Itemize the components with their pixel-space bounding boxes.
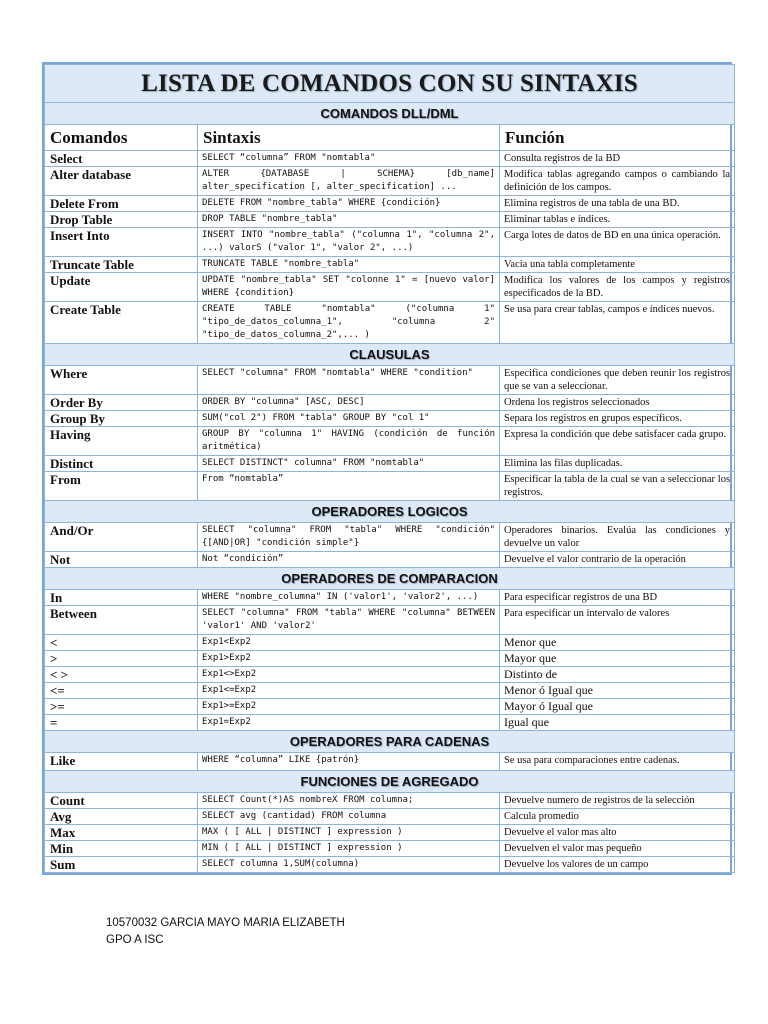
command-cell: >=: [45, 699, 198, 715]
table-row: [45, 472, 735, 501]
table-row: [45, 196, 735, 212]
syntax-cell: Exp1<>Exp2: [198, 667, 500, 683]
student-name: 10570032 GARCIA MAYO MARIA ELIZABETH: [106, 917, 345, 929]
command-cell: Truncate Table: [45, 257, 198, 273]
function-cell: Devuelven el valor mas pequeño: [500, 841, 735, 857]
syntax-cell: INSERT INTO "nombre_tabla" ("columna 1", "columna 2", ...) valorS ("valor 1", "valor 2", ...): [198, 228, 500, 257]
function-cell: Modifica tablas agregando campos o cambiando la definición de los campos.: [500, 167, 735, 196]
syntax-cell: MIN ( [ ALL | DISTINCT ] expression ): [198, 841, 500, 857]
syntax-cell: SELECT Count(*)AS nombreX FROM columna;: [198, 793, 500, 809]
section-header-row: [45, 344, 735, 366]
command-cell: Between: [45, 606, 198, 635]
command-cell: <=: [45, 683, 198, 699]
table-row: [45, 857, 735, 873]
command-cell: Alter database: [45, 167, 198, 196]
syntax-cell: MAX ( [ ALL | DISTINCT ] expression ): [198, 825, 500, 841]
table-row: [45, 212, 735, 228]
command-cell: Select: [45, 151, 198, 167]
function-cell: Operadores binarios. Evalúa las condiciones y devuelve un valor: [500, 523, 735, 552]
footer: [106, 915, 345, 949]
command-cell: Update: [45, 273, 198, 302]
command-cell: Delete From: [45, 196, 198, 212]
section-header-row: [45, 731, 735, 753]
function-cell: Para especificar registros de una BD: [500, 590, 735, 606]
table-row: [45, 841, 735, 857]
table-row: [45, 523, 735, 552]
command-cell: Sum: [45, 857, 198, 873]
syntax-cell: SELECT avg (cantidad) FROM columna: [198, 809, 500, 825]
function-cell: Mayor que: [500, 651, 735, 667]
syntax-cell: SELECT DISTINCT" columna" FROM "nomtabla": [198, 456, 500, 472]
section-title: COMANDOS DLL/DML: [45, 103, 735, 125]
table-row: [45, 411, 735, 427]
command-cell: >: [45, 651, 198, 667]
function-cell: Elimina registros de una tabla de una BD.: [500, 196, 735, 212]
table-row: [45, 793, 735, 809]
commands-table: [44, 64, 735, 873]
table-row: [45, 427, 735, 456]
table-row: [45, 635, 735, 651]
function-cell: Menor que: [500, 635, 735, 651]
function-cell: Consulta registros de la BD: [500, 151, 735, 167]
function-cell: Distinto de: [500, 667, 735, 683]
command-cell: In: [45, 590, 198, 606]
syntax-cell: Exp1=Exp2: [198, 715, 500, 731]
function-cell: Devuelve numero de registros de la selección: [500, 793, 735, 809]
table-row: [45, 809, 735, 825]
table-row: [45, 302, 735, 344]
syntax-cell: SELECT "columna" FROM "nomtabla" WHERE "condition": [198, 366, 500, 395]
table-row: [45, 606, 735, 635]
syntax-cell: Not “condición”: [198, 552, 500, 568]
function-cell: Se usa para comparaciones entre cadenas.: [500, 753, 735, 771]
syntax-cell: SELECT "columna" FROM "tabla" WHERE "condición" {[AND|OR] "condición simple"}: [198, 523, 500, 552]
function-cell: Elimina las filas duplicadas.: [500, 456, 735, 472]
syntax-cell: SELECT columna 1,SUM(columna): [198, 857, 500, 873]
table-row: [45, 699, 735, 715]
group-label: GPO A ISC: [106, 934, 164, 946]
syntax-cell: SELECT "columna" FROM "tabla" WHERE "columna" BETWEEN 'valor1' AND 'valor2': [198, 606, 500, 635]
command-cell: <: [45, 635, 198, 651]
syntax-cell: WHERE "nombre_columna" IN ('valor1', 'valor2', ...): [198, 590, 500, 606]
syntax-cell: DELETE FROM "nombre_tabla" WHERE {condición}: [198, 196, 500, 212]
syntax-cell: ALTER {DATABASE | SCHEMA} [db_name] alter_specification [, alter_specification] ...: [198, 167, 500, 196]
table-row: [45, 257, 735, 273]
function-cell: Mayor ó Igual que: [500, 699, 735, 715]
section-title: OPERADORES LOGICOS: [45, 501, 735, 523]
table-row: [45, 590, 735, 606]
function-cell: Devuelve los valores de un campo: [500, 857, 735, 873]
command-cell: Min: [45, 841, 198, 857]
section-header-row: [45, 771, 735, 793]
syntax-cell: Exp1<=Exp2: [198, 683, 500, 699]
syntax-cell: ORDER BY "columna" [ASC, DESC]: [198, 395, 500, 411]
section-header-row: [45, 568, 735, 590]
command-cell: Max: [45, 825, 198, 841]
section-title: OPERADORES DE COMPARACION: [45, 568, 735, 590]
table-row: [45, 651, 735, 667]
title-row: [45, 65, 735, 103]
function-cell: Expresa la condición que debe satisfacer cada grupo.: [500, 427, 735, 456]
function-cell: Carga lotes de datos de BD en una única operación.: [500, 228, 735, 257]
command-cell: Order By: [45, 395, 198, 411]
column-header-row: [45, 125, 735, 151]
command-cell: < >: [45, 667, 198, 683]
function-cell: Eliminar tablas e índices.: [500, 212, 735, 228]
command-cell: Group By: [45, 411, 198, 427]
function-cell: Especificar la tabla de la cual se van a seleccionar los registros.: [500, 472, 735, 501]
command-cell: Drop Table: [45, 212, 198, 228]
function-cell: Devuelve el valor mas alto: [500, 825, 735, 841]
syntax-cell: UPDATE "nombre_tabla" SET "colonne 1" = [nuevo valor] WHERE {condition}: [198, 273, 500, 302]
syntax-cell: CREATE TABLE "nomtabla" ("columna 1" "tipo_de_datos_columna_1", "columna 2" "tipo_de_datos_columna_2",... ): [198, 302, 500, 344]
table-row: [45, 667, 735, 683]
syntax-cell: DROP TABLE "nombre_tabla": [198, 212, 500, 228]
function-cell: Se usa para crear tablas, campos e índices nuevos.: [500, 302, 735, 344]
syntax-cell: From “nomtabla”: [198, 472, 500, 501]
syntax-cell: Exp1>=Exp2: [198, 699, 500, 715]
syntax-cell: SUM("col 2") FROM "tabla" GROUP BY "col 1": [198, 411, 500, 427]
command-cell: Count: [45, 793, 198, 809]
table-row: [45, 825, 735, 841]
section-title: FUNCIONES DE AGREGADO: [45, 771, 735, 793]
section-header-row: [45, 501, 735, 523]
command-cell: Like: [45, 753, 198, 771]
syntax-cell: SELECT “columna” FROM "nomtabla": [198, 151, 500, 167]
command-sheet: [42, 62, 732, 875]
command-cell: Not: [45, 552, 198, 568]
syntax-cell: Exp1<Exp2: [198, 635, 500, 651]
table-row: [45, 366, 735, 395]
function-cell: Especifica condiciones que deben reunir los registros que se van a seleccionar.: [500, 366, 735, 395]
header-sintaxis: Sintaxis: [198, 125, 500, 151]
table-row: [45, 151, 735, 167]
syntax-cell: GROUP BY "columna 1" HAVING (condición de función aritmética): [198, 427, 500, 456]
table-row: [45, 167, 735, 196]
command-cell: Distinct: [45, 456, 198, 472]
table-row: [45, 753, 735, 771]
section-title: CLAUSULAS: [45, 344, 735, 366]
command-cell: Create Table: [45, 302, 198, 344]
function-cell: Modifica los valores de los campos y registros especificados de la BD.: [500, 273, 735, 302]
syntax-cell: Exp1>Exp2: [198, 651, 500, 667]
section-title: OPERADORES PARA CADENAS: [45, 731, 735, 753]
function-cell: Ordena los registros seleccionados: [500, 395, 735, 411]
section-header-row: [45, 103, 735, 125]
function-cell: Separa los registros en grupos específicos.: [500, 411, 735, 427]
function-cell: Calcula promedio: [500, 809, 735, 825]
command-cell: Having: [45, 427, 198, 456]
table-row: [45, 273, 735, 302]
function-cell: Devuelve el valor contrario de la operación: [500, 552, 735, 568]
command-cell: =: [45, 715, 198, 731]
function-cell: Igual que: [500, 715, 735, 731]
command-cell: From: [45, 472, 198, 501]
table-row: [45, 683, 735, 699]
function-cell: Menor ó Igual que: [500, 683, 735, 699]
table-row: [45, 228, 735, 257]
command-cell: Avg: [45, 809, 198, 825]
command-cell: Where: [45, 366, 198, 395]
syntax-cell: WHERE “columna” LIKE {patrón}: [198, 753, 500, 771]
command-cell: And/Or: [45, 523, 198, 552]
table-row: [45, 715, 735, 731]
page-title: LISTA DE COMANDOS CON SU SINTAXIS: [45, 65, 735, 103]
syntax-cell: TRUNCATE TABLE "nombre_tabla": [198, 257, 500, 273]
table-row: [45, 552, 735, 568]
table-row: [45, 456, 735, 472]
header-funcion: Función: [500, 125, 735, 151]
function-cell: Para especificar un intervalo de valores: [500, 606, 735, 635]
function-cell: Vacia una tabla completamente: [500, 257, 735, 273]
table-row: [45, 395, 735, 411]
header-comandos: Comandos: [45, 125, 198, 151]
command-cell: Insert Into: [45, 228, 198, 257]
